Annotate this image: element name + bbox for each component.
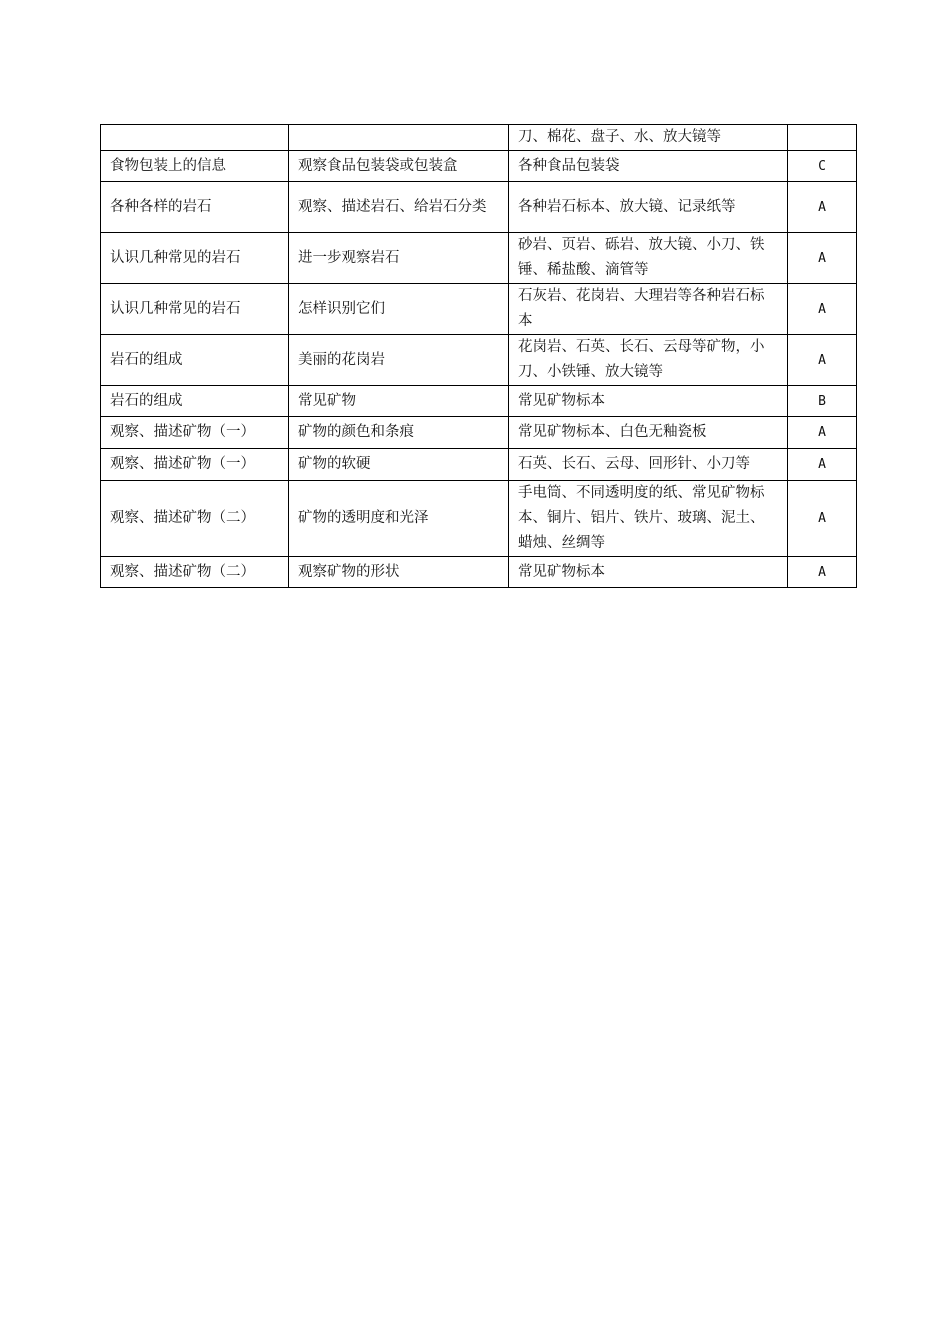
grade-cell: B	[788, 386, 857, 417]
materials-cell: 手电筒、不同透明度的纸、常见矿物标本、铜片、铝片、铁片、玻璃、泥土、蜡烛、丝绸等	[509, 481, 788, 557]
activity-cell: 观察、描述岩石、给岩石分类	[289, 182, 509, 233]
activity-cell: 美丽的花岗岩	[289, 335, 509, 386]
lesson-cell: 岩石的组成	[101, 386, 289, 417]
table-body	[101, 125, 857, 588]
materials-cell: 刀、棉花、盘子、水、放大镜等	[509, 125, 788, 151]
table-row	[101, 481, 857, 557]
grade-cell: A	[788, 557, 857, 588]
activity-cell: 观察矿物的形状	[289, 557, 509, 588]
grade-cell: A	[788, 449, 857, 481]
activity-cell: 常见矿物	[289, 386, 509, 417]
lesson-cell	[101, 125, 289, 151]
grade-cell: A	[788, 481, 857, 557]
lesson-cell: 观察、描述矿物（二）	[101, 481, 289, 557]
experiment-materials-table	[100, 124, 857, 588]
lesson-cell: 观察、描述矿物（二）	[101, 557, 289, 588]
grade-cell: A	[788, 284, 857, 335]
table-row	[101, 151, 857, 182]
materials-cell: 各种岩石标本、放大镜、记录纸等	[509, 182, 788, 233]
table-row	[101, 182, 857, 233]
grade-cell: A	[788, 335, 857, 386]
activity-cell: 进一步观察岩石	[289, 233, 509, 284]
table-row	[101, 233, 857, 284]
grade-cell: A	[788, 233, 857, 284]
table-row	[101, 557, 857, 588]
materials-cell: 常见矿物标本	[509, 557, 788, 588]
lesson-cell: 各种各样的岩石	[101, 182, 289, 233]
activity-cell: 怎样识别它们	[289, 284, 509, 335]
table-row	[101, 284, 857, 335]
materials-cell: 花岗岩、石英、长石、云母等矿物，小刀、小铁锤、放大镜等	[509, 335, 788, 386]
lesson-cell: 观察、描述矿物（一）	[101, 417, 289, 449]
activity-cell	[289, 125, 509, 151]
lesson-cell: 观察、描述矿物（一）	[101, 449, 289, 481]
grade-cell: A	[788, 417, 857, 449]
grade-cell: C	[788, 151, 857, 182]
materials-cell: 砂岩、页岩、砾岩、放大镜、小刀、铁锤、稀盐酸、滴管等	[509, 233, 788, 284]
materials-cell: 各种食品包装袋	[509, 151, 788, 182]
table-row	[101, 449, 857, 481]
grade-cell	[788, 125, 857, 151]
activity-cell: 观察食品包装袋或包装盒	[289, 151, 509, 182]
lesson-cell: 岩石的组成	[101, 335, 289, 386]
table-row	[101, 335, 857, 386]
table-row	[101, 417, 857, 449]
activity-cell: 矿物的颜色和条痕	[289, 417, 509, 449]
activity-cell: 矿物的软硬	[289, 449, 509, 481]
lesson-cell: 认识几种常见的岩石	[101, 233, 289, 284]
lesson-cell: 食物包装上的信息	[101, 151, 289, 182]
table-row	[101, 386, 857, 417]
table-row	[101, 125, 857, 151]
materials-cell: 常见矿物标本	[509, 386, 788, 417]
materials-cell: 常见矿物标本、白色无釉瓷板	[509, 417, 788, 449]
activity-cell: 矿物的透明度和光泽	[289, 481, 509, 557]
materials-cell: 石灰岩、花岗岩、大理岩等各种岩石标本	[509, 284, 788, 335]
grade-cell: A	[788, 182, 857, 233]
lesson-cell: 认识几种常见的岩石	[101, 284, 289, 335]
materials-cell: 石英、长石、云母、回形针、小刀等	[509, 449, 788, 481]
